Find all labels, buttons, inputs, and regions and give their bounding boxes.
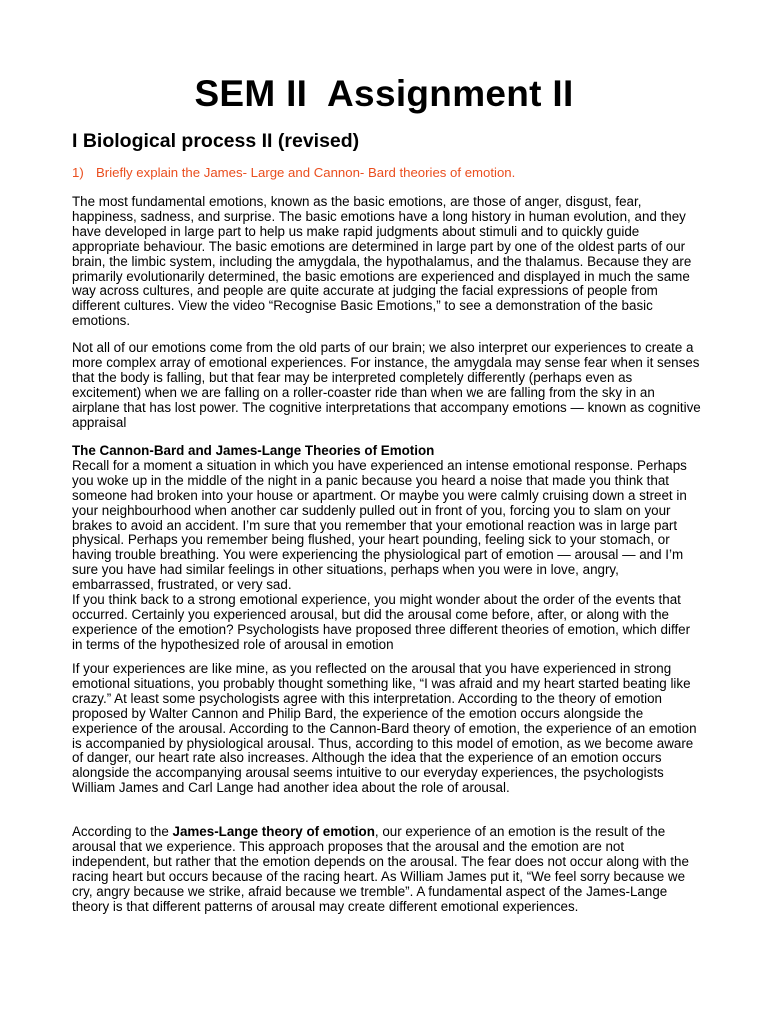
james-lange-lead-text: According to the	[72, 824, 173, 839]
assignment-question	[72, 164, 515, 182]
paragraph-order-of-events: If you think back to a strong emotional experience, you might wonder about the order of the events that occurred. Certainly you experienced arousal, but did the arousal come before, after, or along with the experience of the emotion? Psychologists have proposed three different theories of emotion, which differ in terms of the hypothesized role of arousal in emotion	[72, 592, 691, 652]
subheading-theories: The Cannon-Bard and James-Lange Theories of Emotion	[72, 443, 435, 458]
paragraph-basic-emotions: The most fundamental emotions, known as the basic emotions, are those of anger, disgust, fear, happiness, sadness, and surprise. The basic emotions have a long history in human evolution, and they have developed in large part to help us make rapid judgments about stimuli and to quickly guide appropriate behaviour. The basic emotions are determined in large part by one of the oldest parts of our brain, the limbic system, including the amygdala, the hypothalamus, and the thalamus. Because they are primarily evolutionarily determined, the basic emotions are experienced and displayed in much the same way across cultures, and people are quite accurate at judging the facial expressions of people from different cultures. View the video “Recognise Basic Emotions,” to see a demonstration of the basic emotions.	[72, 194, 692, 329]
paragraph-recall-situation: Recall for a moment a situation in which you have experienced an intense emotional response. Perhaps you woke up in the middle of the night in a panic because you heard a noise that made you think that someone had broken into your house or apartment. Or maybe you were calmly cruising down a street in your neighbourhood when another car suddenly pulled out in front of you, forcing you to slam on your brakes to avoid an accident. I’m sure that you remember that your emotional reaction was in large part physical. Perhaps you remember being flushed, your heart pounding, feeling sick to your stomach, or having trouble breathing. You were experiencing the physiological part of emotion — arousal — and I’m sure you have had similar feelings in other situations, perhaps when you were in love, angry, embarrassed, frustrated, or very sad.	[72, 457, 687, 593]
james-lange-description: , our experience of an emotion is the result of the arousal that we experience. This approach proposes that the arousal and the emotion are not independent, but rather that the emotion depends on the arousal. The fear does not occur along with the racing heart but occurs because of the racing heart. As William James put it, “We feel sorry because we cry, angry because we strike, afraid because we tremble”. A fundamental aspect of the James-Lange theory is that different patterns of arousal may create different emotional experiences.	[72, 824, 689, 914]
james-lange-term: James-Lange theory of emotion	[172, 824, 375, 839]
question-text: Briefly explain the James- Large and Cannon- Bard theories of emotion.	[96, 165, 516, 180]
paragraph-james-lange	[72, 825, 702, 914]
paragraph-cannon-bard: If your experiences are like mine, as you reflected on the arousal that you have experienced in strong emotional situations, you probably thought something like, “I was afraid and my heart started beating like crazy.” At least some psychologists agree with this interpretation. According to the theory of emotion proposed by Walter Cannon and Philip Bard, the experience of the emotion occurs alongside the experience of the arousal. According to the Cannon-Bard theory of emotion, the experience of an emotion is accompanied by physiological arousal. Thus, according to this model of emotion, as we become aware of danger, our heart rate also increases. Although the idea that the experience of an emotion occurs alongside the accompanying arousal seems intuitive to our everyday experiences, the psychologists William James and Carl Lange had another idea about the role of arousal.	[72, 661, 697, 796]
section-heading: I Biological process II (revised)	[72, 130, 360, 152]
document-title: SEM II Assignment II	[194, 73, 574, 114]
paragraph-theories-intro	[72, 444, 702, 653]
question-number: 1)	[72, 165, 84, 180]
paragraph-cognitive-appraisal: Not all of our emotions come from the old parts of our brain; we also interpret our experiences to create a more complex array of emotional experiences. For instance, the amygdala may sense fear when it senses that the body is falling, but that fear may be interpreted completely differently (perhaps even as excitement) when we are falling on a roller-coaster ride than when we are falling from the sky in an airplane that has lost power. The cognitive interpretations that accompany emotions — known as cognitive appraisal	[72, 340, 701, 430]
